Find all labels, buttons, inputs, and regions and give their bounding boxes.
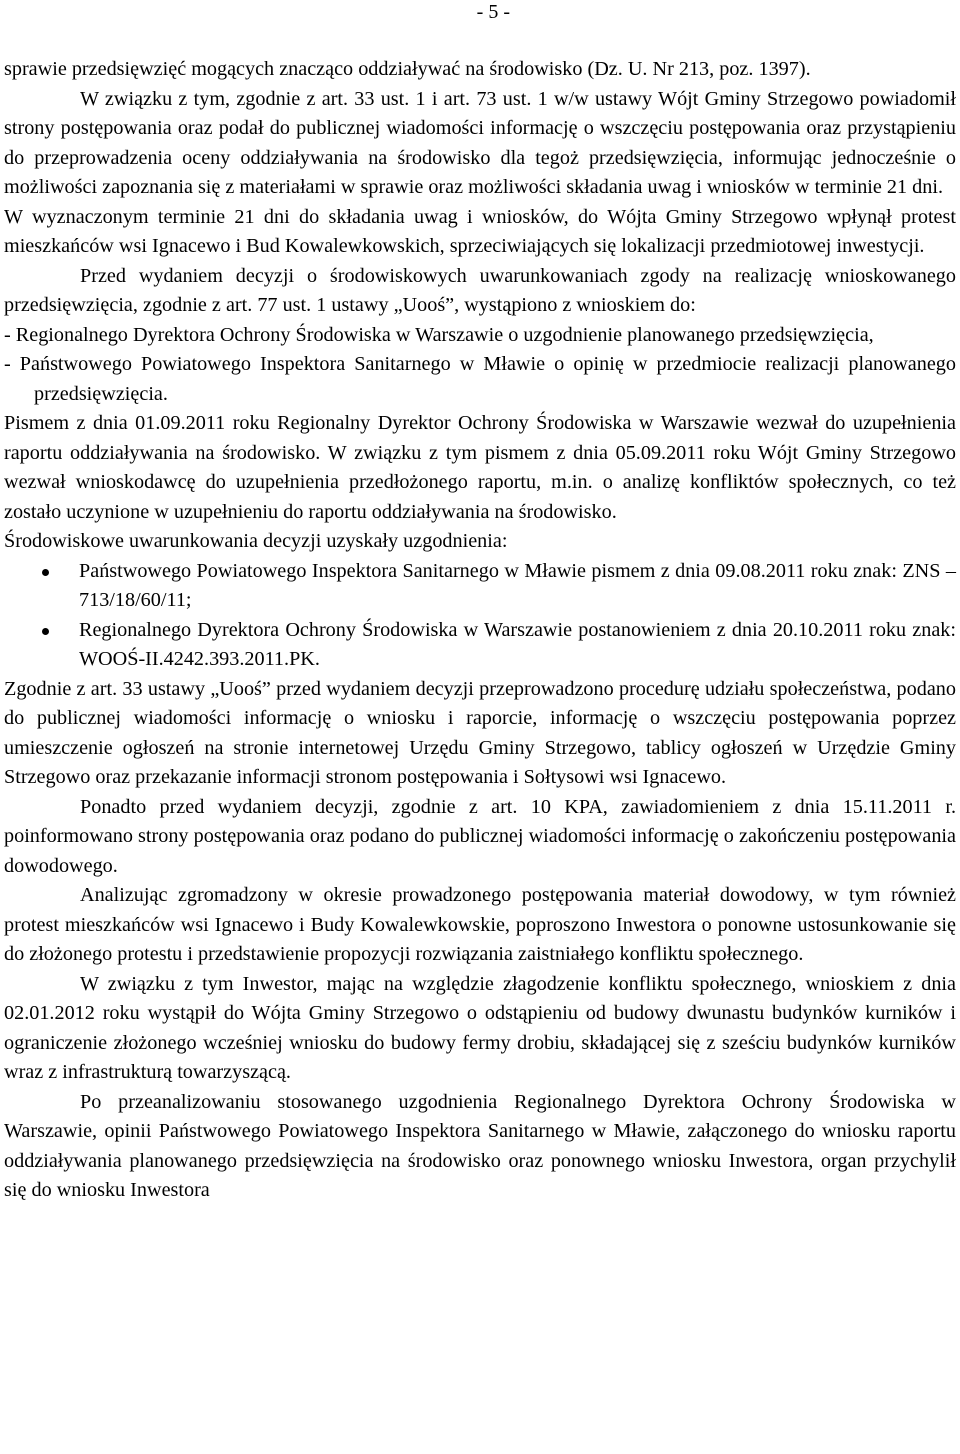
dash-item-1: - Regionalnego Dyrektora Ochrony Środowiska w Warszawie o uzgodnienie planowanego przedsięwzięcia, bbox=[4, 323, 874, 346]
page-number: - 5 - bbox=[476, 1, 510, 23]
agreements-list bbox=[4, 557, 956, 675]
paragraph-7: Zgodnie z art. 33 ustawy „Uooś” przed wydaniem decyzji przeprowadzono procedurę udziału społeczeństwa, podano do publicznej wiadomości informację o wniosku i raporcie, informację o wszczęciu postępowania poprzez umieszczenie ogłoszeń na stronie internetowej Urzędu Gminy Strzegowo, tablicy ogłoszeń w Urzędzie Gminy Strzegowo oraz przekazanie informacji stronom postępowania i Sołtysowi wsi Ignacewo. bbox=[4, 677, 956, 788]
document-body bbox=[4, 55, 956, 1206]
list-item-text: Państwowego Powiatowego Inspektora Sanitarnego w Mławie pismem z dnia 09.08.2011 roku znak: ZNS – 713/18/60/11; bbox=[79, 559, 956, 611]
paragraph-2: W związku z tym, zgodnie z art. 33 ust. 1 i art. 73 ust. 1 w/w ustawy Wójt Gminy Strzegowo powiadomił strony postępowania oraz podał do publicznej wiadomości informację o wszczęciu postępowania oraz przystąpieniu do przeprowadzenia oceny oddziaływania na środowisko dla tegoż przedsięwzięcia, informując jednocześnie o możliwości zapoznania się z materiałami w sprawie oraz możliwości składania uwag i wniosków w terminie 21 dni. bbox=[4, 87, 956, 198]
paragraph-10: W związku z tym Inwestor, mając na względzie złagodzenie konfliktu społecznego, wnioskiem z dnia 02.01.2012 roku wystąpił do Wójta Gminy Strzegowo o odstąpieniu od budowy dwunastu budynków kurników i ograniczenie złożonego wcześniej wniosku do budowy fermy drobiu, składającej się z sześciu budynków kurników wraz z infrastrukturą towarzyszącą. bbox=[4, 972, 956, 1083]
paragraph-6: Środowiskowe uwarunkowania decyzji uzyskały uzgodnienia: bbox=[4, 530, 508, 552]
list-item bbox=[4, 616, 956, 675]
paragraph-5: Pismem z dnia 01.09.2011 roku Regionalny Dyrektor Ochrony Środowiska w Warszawie wezwał do uzupełnienia raportu oddziaływania na środowisko. W związku z tym pismem z dnia 05.09.2011 roku Wójt Gminy Strzegowo wezwał wnioskodawcę do uzupełnienia przedłożonego raportu, m.in. o analizę konfliktów społecznych, co też zostało uczynione w uzupełnieniu do raportu oddziaływania na środowisko. bbox=[4, 412, 956, 523]
bullet-icon bbox=[42, 628, 49, 635]
paragraph-11: Po przeanalizowaniu stosowanego uzgodnienia Regionalnego Dyrektora Ochrony Środowiska w Warszawie, opinii Państwowego Powiatowego Inspektora Sanitarnego w Mławie, załączonego do wniosku raportu oddziaływania planowanego przedsięwzięcia na środowisko oraz ponownego wniosku Inwestora, organ przychylił się do wniosku Inwestora bbox=[4, 1090, 956, 1201]
list-item-text: Regionalnego Dyrektora Ochrony Środowiska w Warszawie postanowieniem z dnia 20.10.2011 roku znak: WOOŚ-II.4242.393.2011.PK. bbox=[79, 618, 956, 670]
paragraph-1: sprawie przedsięwzięć mogących znacząco oddziaływać na środowisko (Dz. U. Nr 213, poz. 1397). bbox=[4, 58, 811, 80]
paragraph-4: Przed wydaniem decyzji o środowiskowych uwarunkowaniach zgody na realizację wnioskowanego przedsięwzięcia, zgodnie z art. 77 ust. 1 ustawy „Uooś”, wystąpiono z wnioskiem do: bbox=[4, 264, 956, 316]
paragraph-8: Ponadto przed wydaniem decyzji, zgodnie z art. 10 KPA, zawiadomieniem z dnia 15.11.2011 r. poinformowano strony postępowania oraz podano do publicznej wiadomości informację o zakończeniu postępowania dowodowego. bbox=[4, 795, 956, 877]
list-item bbox=[4, 557, 956, 616]
paragraph-9: Analizując zgromadzony w okresie prowadzonego postępowania materiał dowodowy, w tym również protest mieszkańców wsi Ignacewo i Budy Kowalewkowskie, poproszono Inwestora o ponowne ustosunkowanie się do złożonego protestu i przedstawienie propozycji rozwiązania zaistniałego konfliktu społecznego. bbox=[4, 884, 956, 965]
bullet-icon bbox=[42, 569, 49, 576]
paragraph-3: W wyznaczonym terminie 21 dni do składania uwag i wniosków, do Wójta Gminy Strzegowo wpłynął protest mieszkańców wsi Ignacewo i Bud Kowalewkowskich, sprzeciwiających się lokalizacji przedmiotowej inwestycji. bbox=[4, 205, 956, 257]
dash-item-2: - Państwowego Powiatowego Inspektora Sanitarnego w Mławie o opinię w przedmiocie realizacji planowanego przedsięwzięcia. bbox=[4, 353, 956, 405]
